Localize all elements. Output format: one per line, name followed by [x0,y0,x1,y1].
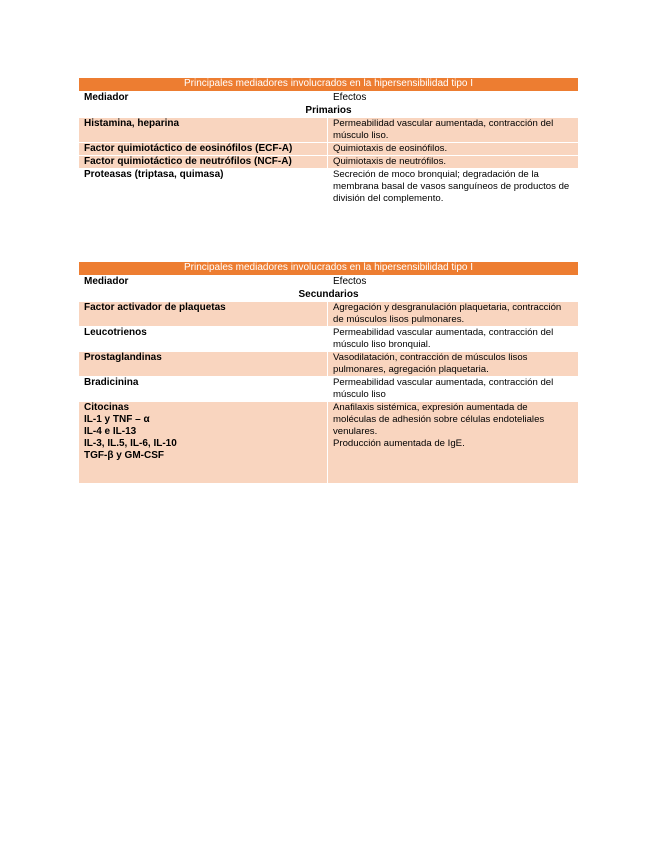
column-header-effects: Efectos [328,92,579,105]
table-header-row [79,276,579,289]
table-title-row [79,78,579,92]
effects-cell [328,402,579,484]
column-header-mediator: Mediador [79,276,328,289]
effects-cell: Quimiotaxis de eosinófilos. [328,143,579,156]
mediator-cell: Histamina, heparina [79,118,328,143]
mediator-line: IL-4 e IL-13 [84,426,137,437]
mediator-cell: Leucotrienos [79,327,328,352]
table-title: Principales mediadores involucrados en la hipersensibilidad tipo I [79,262,579,276]
effects-line: Producción aumentada de IgE. [333,438,465,449]
table-row [79,156,579,169]
table-row [79,327,579,352]
table-title: Principales mediadores involucrados en la hipersensibilidad tipo I [79,78,579,92]
column-header-mediator: Mediador [79,92,328,105]
effects-cell: Quimiotaxis de neutrófilos. [328,156,579,169]
effects-cell: Secreción de moco bronquial; degradación de la membrana basal de vasos sanguíneos de productos de división del complemento. [328,169,579,206]
mediators-table-primary [78,77,579,206]
mediator-line: IL-3, IL.5, IL-6, IL-10 [84,438,177,449]
effects-cell: Permeabilidad vascular aumentada, contracción del músculo liso. [328,118,579,143]
effects-cell: Agregación y desgranulación plaquetaria, contracción de músculos lisos pulmonares. [328,302,579,327]
table-row [79,143,579,156]
mediator-cell: Factor activador de plaquetas [79,302,328,327]
effects-cell: Permeabilidad vascular aumentada, contracción del músculo liso [328,377,579,402]
effects-cell: Vasodilatación, contracción de músculos lisos pulmonares, agregación plaquetaria. [328,352,579,377]
section-row [79,105,579,118]
section-label: Primarios [79,105,579,118]
effects-line: Anafilaxis sistémica, expresión aumentada de moléculas de adhesión sobre células endoteliales venulares. [333,402,545,437]
table-header-row [79,92,579,105]
mediator-line: IL-1 y TNF – α [84,414,150,425]
section-label: Secundarios [79,289,579,302]
mediators-table-secondary [78,261,579,484]
table-row [79,169,579,206]
mediator-line: Citocinas [84,402,130,413]
mediator-line: TGF-β y GM-CSF [84,450,164,461]
table-row [79,377,579,402]
mediator-cell: Proteasas (triptasa, quimasa) [79,169,328,206]
section-row [79,289,579,302]
mediator-cell: Factor quimiotáctico de neutrófilos (NCF-A) [79,156,328,169]
mediator-cell [79,402,328,484]
table-row [79,402,579,484]
mediator-cell: Prostaglandinas [79,352,328,377]
table-row [79,352,579,377]
mediator-cell: Bradicinina [79,377,328,402]
mediator-cell: Factor quimiotáctico de eosinófilos (ECF-A) [79,143,328,156]
table-row [79,118,579,143]
column-header-effects: Efectos [328,276,579,289]
effects-cell: Permeabilidad vascular aumentada, contracción del músculo liso bronquial. [328,327,579,352]
table-row [79,302,579,327]
table-title-row [79,262,579,276]
